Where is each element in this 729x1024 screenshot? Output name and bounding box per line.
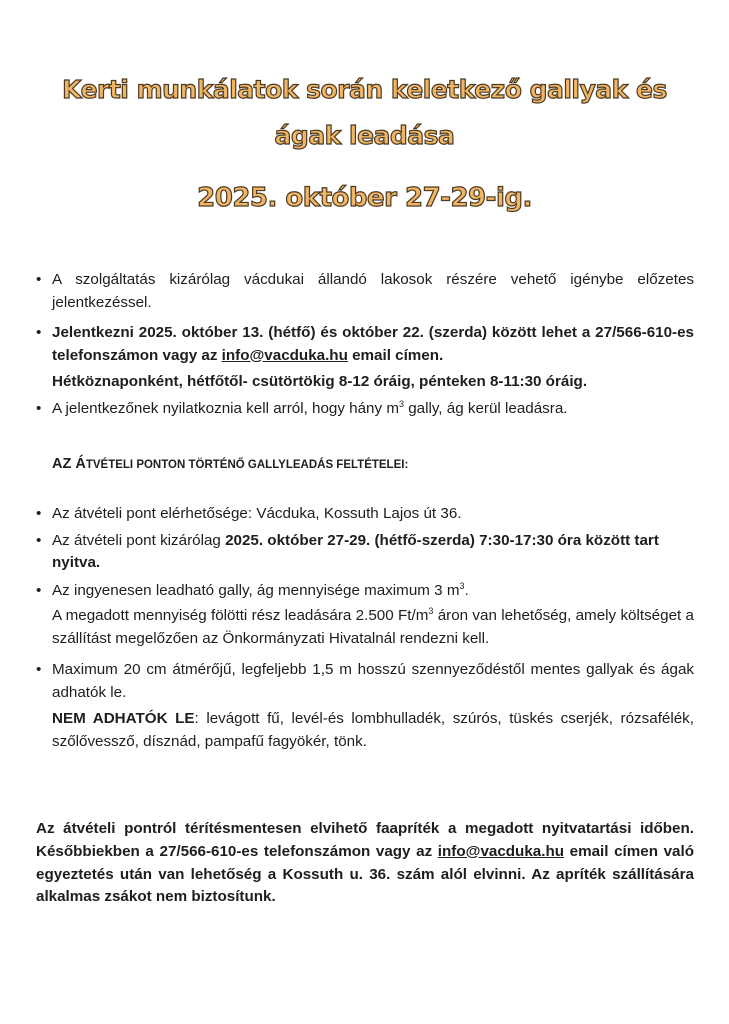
conditions-list — [36, 503, 694, 753]
bullet-icon: • — [36, 324, 42, 341]
item-text: Az ingyenesen leadható gally, ág mennyisége maximum 3 m — [52, 581, 460, 599]
item-text: Maximum 20 cm átmérőjű, legfeljebb 1,5 m hosszú szennyeződéstől mentes gallyak és ágak adhatók le. — [52, 661, 694, 701]
title-date: 2025. október 27-29-ig. — [197, 183, 532, 213]
superscript: 3 — [398, 398, 404, 409]
bullet-icon: • — [36, 531, 42, 549]
list-item — [36, 322, 694, 367]
bullet-icon: • — [36, 399, 42, 417]
bullet-icon: • — [36, 505, 42, 522]
list-item — [36, 530, 694, 575]
list-item-hours — [36, 371, 694, 394]
email-link[interactable]: info@vacduka.hu — [437, 842, 564, 860]
list-item — [36, 398, 694, 421]
list-item-not-allowed — [36, 708, 694, 753]
item-text: A megadott mennyiség fölötti rész leadására 2.500 Ft/m — [52, 607, 429, 624]
list-item — [36, 503, 694, 526]
item-text: A jelentkezőnek nyilatkoznia kell arról, hogy hány m — [52, 399, 399, 417]
item-text: . — [464, 581, 469, 599]
item-text: Az átvételi pont kizárólag — [52, 531, 226, 549]
list-item — [36, 659, 694, 704]
superscript: 3 — [428, 605, 434, 616]
heading-initial: AZ Á — [52, 456, 86, 472]
list-item — [36, 580, 694, 603]
title-line-1: Kerti munkálatok során keletkező gallyak és — [62, 75, 667, 104]
office-hours: Hétköznaponként, hétfőtől- csütörtökig 8-12 óráig, pénteken 8-11:30 óráig. — [52, 373, 588, 390]
list-item — [36, 269, 694, 314]
final-text: email címen való egyeztetés után van lehetőség a Kossuth u. 36. szám alól elvinni. Az apríték szállítására alkalmas zsákot nem biztosítunk. — [36, 842, 694, 906]
final-text: Az átvételi pontról térítésmentesen elvihető faapríték a megadott nyitvatartási időben. Későbbiekben a 27/566-610-es telefonszámon vagy az — [36, 820, 694, 860]
bullet-icon: • — [36, 271, 42, 288]
bullet-icon: • — [36, 661, 42, 678]
superscript: 3 — [459, 580, 465, 591]
conditions-heading — [52, 456, 408, 472]
item-text: : levágott fű, levél-és lombhulladék, szúrós, tüskés cserjék, rózsafélék, szőlővessző, dísznád, pampafű fagyökér, tönk. — [52, 710, 694, 750]
not-allowed-label: NEM ADHATÓK LE — [52, 710, 195, 727]
item-text: email címen. — [347, 346, 444, 364]
final-paragraph — [36, 818, 694, 909]
item-text: áron van lehetőség, amely költséget a szállítást megelőzően az Önkormányzati Hivatalnál rendezni kell. — [52, 607, 694, 647]
bullet-icon: • — [36, 581, 42, 599]
registration-list — [36, 269, 694, 420]
heading-rest: TVÉTELI PONTON TÖRTÉNŐ GALLYLEADÁS FELTÉTELEI: — [85, 459, 409, 471]
item-text: A szolgáltatás kizárólag vácdukai állandó lakosok részére vehető igénybe előzetes jelentkezéssel. — [52, 271, 694, 311]
item-text: Az átvételi pont elérhetősége: Vácduka, Kossuth Lajos út 36. — [52, 505, 462, 522]
item-text: Jelentkezni 2025. október 13. (hétfő) és október 22. (szerda) között lehet a 27/566-610-es telefonszámon vagy az — [52, 324, 694, 364]
item-text: gally, ág kerül leadásra. — [403, 399, 568, 417]
list-item-extra-fee — [36, 605, 694, 650]
opening-hours: 2025. október 27-29. (hétfő-szerda) 7:30-17:30 óra között tart nyitva. — [52, 531, 659, 571]
email-link[interactable]: info@vacduka.hu — [221, 346, 348, 364]
title-line-2: ágak leadása — [274, 121, 455, 150]
